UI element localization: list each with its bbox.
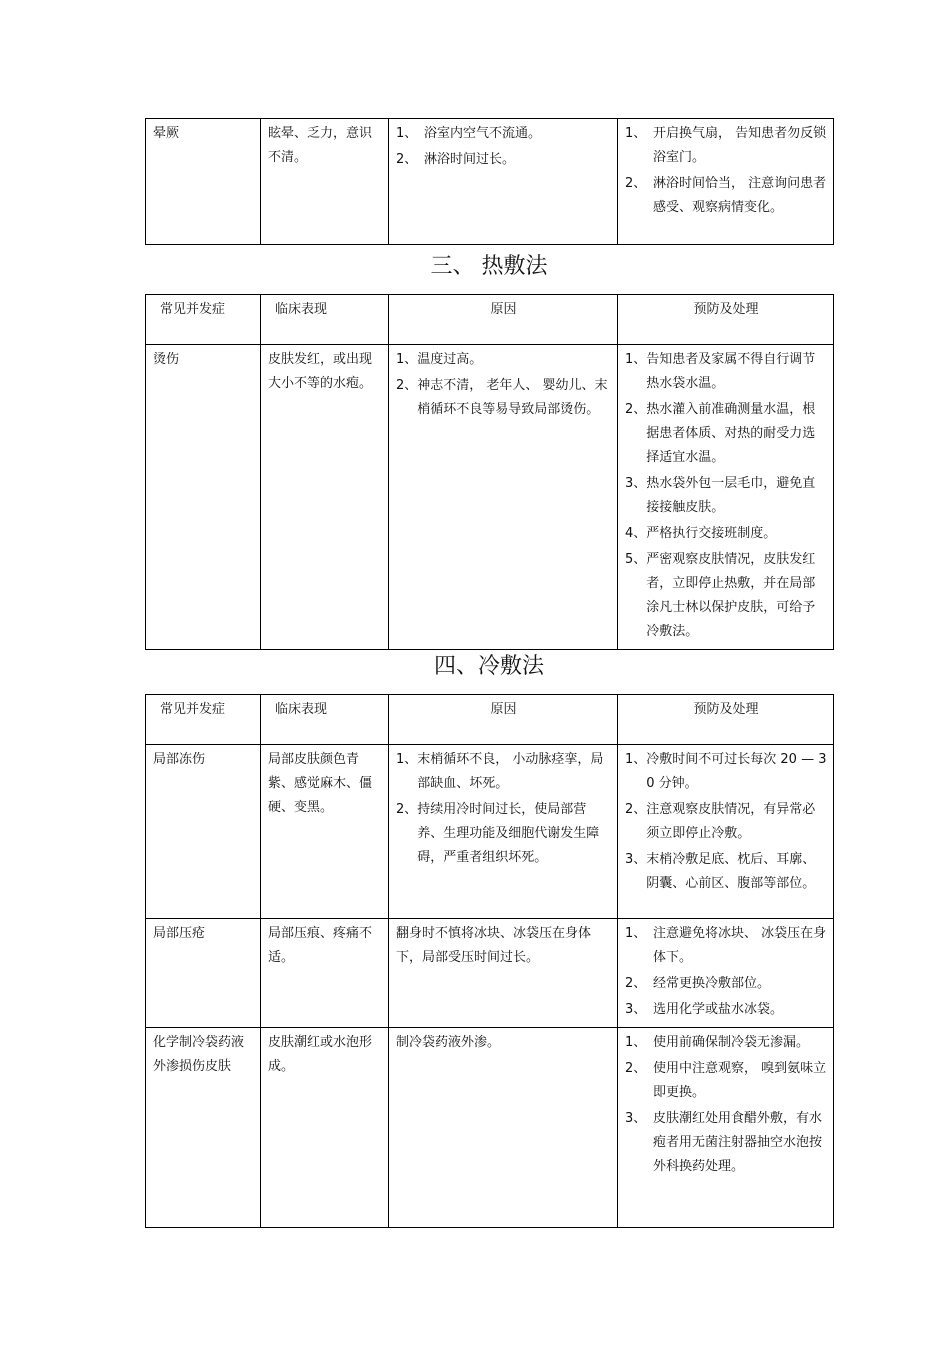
list-item: 1、 开启换气扇， 告知患者勿反锁浴室门。	[625, 126, 827, 165]
list-item: 3、 末梢冷敷足底、枕后、耳廓、阴囊、心前区、腹部等部位。	[625, 852, 816, 891]
header-causes: 原因	[389, 695, 618, 745]
section-title-hot-compress: 三、 热敷法	[430, 254, 548, 279]
list-item: 1、 末梢循环不良， 小动脉痉挛，局部缺血、坏死。	[396, 752, 604, 791]
list-item: 3、 热水袋外包一层毛巾，避免直接接触皮肤。	[625, 476, 816, 515]
cold-compress-table	[145, 694, 834, 1228]
symptoms-cell: 眩晕、乏力，意识不清。	[261, 119, 389, 245]
header-prevention: 预防及处理	[618, 295, 834, 345]
list-item: 1、 温度过高。	[396, 352, 483, 367]
list-item: 3、 选用化学或盐水冰袋。	[625, 1002, 784, 1017]
table-row	[146, 745, 834, 919]
list-item: 制冷袋药液外渗。	[396, 1035, 501, 1050]
list-item: 4、 严格执行交接班制度。	[625, 526, 777, 541]
header-complication: 常见并发症	[146, 295, 261, 345]
causes-cell	[389, 1028, 618, 1228]
header-symptoms: 临床表现	[261, 295, 389, 345]
complication-cell: 局部冻伤	[146, 745, 261, 919]
list-item: 3、 皮肤潮红处用食醋外敷，有水疱者用无菌注射器抽空水泡按外科换药处理。	[625, 1111, 823, 1174]
list-item: 5、 严密观察皮肤情况，皮肤发红者，立即停止热敷，并在局部涂凡士林以保护皮肤，可给予冷敷法。	[625, 552, 816, 639]
complication-cell: 晕厥	[146, 119, 261, 245]
section-title-cold-compress: 四、冷敷法	[433, 654, 544, 679]
symptoms-cell: 皮肤发红，或出现大小不等的水疱。	[261, 345, 389, 650]
list-item: 1、 注意避免将冰块、 冰袋压在身体下。	[625, 926, 827, 965]
header-causes: 原因	[389, 295, 618, 345]
complication-cell: 化学制冷袋药液外渗损伤皮肤	[146, 1028, 261, 1228]
list-item: 1、 使用前确保制冷袋无渗漏。	[625, 1035, 810, 1050]
causes-cell	[389, 119, 618, 245]
list-item: 1、 冷敷时间不可过长每次 20 — 30 分钟。	[625, 752, 827, 791]
causes-cell	[389, 745, 618, 919]
list-item: 2、 淋浴时间过长。	[396, 152, 516, 167]
table-header-row	[146, 295, 834, 345]
list-item: 1、 浴室内空气不流通。	[396, 126, 542, 141]
header-complication: 常见并发症	[146, 695, 261, 745]
table-header-row	[146, 695, 834, 745]
prevention-cell	[618, 1028, 834, 1228]
header-prevention: 预防及处理	[618, 695, 834, 745]
table-row	[146, 345, 834, 650]
complication-cell: 烫伤	[146, 345, 261, 650]
symptoms-cell: 局部皮肤颜色青紫、感觉麻木、僵硬、变黑。	[261, 745, 389, 919]
complication-cell: 局部压疮	[146, 919, 261, 1028]
header-symptoms: 临床表现	[261, 695, 389, 745]
list-item: 1、 告知患者及家属不得自行调节热水袋水温。	[625, 352, 816, 391]
list-item: 2、 注意观察皮肤情况，有异常必须立即停止冷敷。	[625, 802, 816, 841]
list-item: 2、 经常更换冷敷部位。	[625, 976, 771, 991]
list-item: 2、 热水灌入前准确测量水温，根据患者体质、对热的耐受力选择适宜水温。	[625, 402, 816, 465]
prevention-cell	[618, 345, 834, 650]
causes-cell	[389, 345, 618, 650]
fainting-table	[145, 118, 834, 245]
symptoms-cell: 局部压痕、疼痛不适。	[261, 919, 389, 1028]
hot-compress-table	[145, 294, 834, 650]
prevention-cell	[618, 119, 834, 245]
list-item: 翻身时不慎将冰块、冰袋压在身体下，局部受压时间过长。	[396, 926, 592, 965]
table-row	[146, 919, 834, 1028]
prevention-cell	[618, 745, 834, 919]
table-row	[146, 119, 834, 245]
list-item: 2、 使用中注意观察， 嗅到氨味立即更换。	[625, 1061, 827, 1100]
list-item: 2、 持续用冷时间过长，使局部营养、生理功能及细胞代谢发生障碍，严重者组织坏死。	[396, 802, 600, 865]
causes-cell	[389, 919, 618, 1028]
list-item: 2、 淋浴时间恰当， 注意询问患者感受、观察病情变化。	[625, 176, 827, 215]
table-row	[146, 1028, 834, 1228]
prevention-cell	[618, 919, 834, 1028]
list-item: 2、 神志不清， 老年人、 婴幼儿、末梢循环不良等易导致局部烫伤。	[396, 378, 608, 417]
symptoms-cell: 皮肤潮红或水泡形成。	[261, 1028, 389, 1228]
